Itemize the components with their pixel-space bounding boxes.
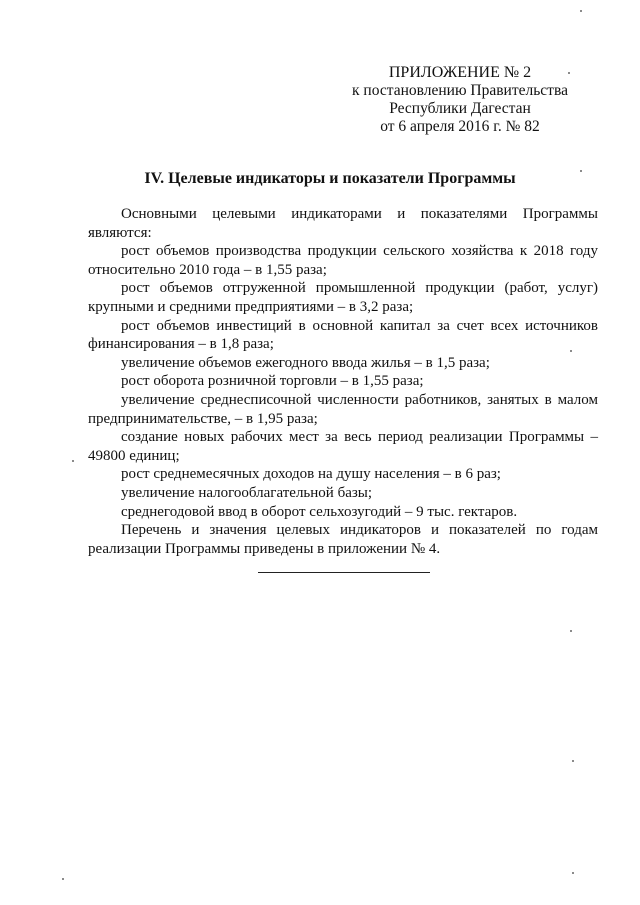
scan-speck xyxy=(570,630,572,632)
paragraph-investment: рост объемов инвестиций в основной капитал за счет всех источников финансирования – в 1,8 раза; xyxy=(88,317,598,353)
paragraph-industry: рост объемов отгруженной промышленной продукции (работ, услуг) крупными и средними предприятиями – в 3,2 раза; xyxy=(88,280,598,315)
paragraph-reference: Перечень и значения целевых индикаторов и показателей по годам реализации Программы приведены в приложении № 4. xyxy=(88,522,598,557)
scan-speck xyxy=(580,170,582,172)
appendix-date-line: от 6 апреля 2016 г. № 82 xyxy=(380,118,540,135)
appendix-title: ПРИЛОЖЕНИЕ № 2 xyxy=(388,64,532,81)
appendix-republic-line: Республики Дагестан xyxy=(389,100,531,117)
scan-speck xyxy=(568,72,570,74)
scan-speck xyxy=(570,350,572,352)
paragraph-housing: увеличение объемов ежегодного ввода жилья – в 1,5 раза; xyxy=(121,354,490,371)
scan-speck xyxy=(572,760,574,762)
scan-speck xyxy=(62,878,64,880)
paragraph-income: рост среднемесячных доходов на душу населения – в 6 раз; xyxy=(121,466,501,483)
appendix-decree-line: к постановлению Правительства xyxy=(352,82,568,99)
scan-speck xyxy=(572,872,574,874)
paragraph-intro: Основными целевыми индикаторами и показателями Программы являются: xyxy=(88,206,598,241)
paragraph-farmland: среднегодовой ввод в оборот сельхозугодий – 9 тыс. гектаров. xyxy=(121,503,518,520)
paragraph-retail: рост оборота розничной торговли – в 1,55 раза; xyxy=(121,373,424,390)
scan-speck xyxy=(72,460,74,462)
paragraph-agriculture: рост объемов производства продукции сельского хозяйства к 2018 году относительно 2010 года – в 1,55 раза; xyxy=(88,243,598,278)
scan-speck xyxy=(580,10,582,12)
section-title: IV. Целевые индикаторы и показатели Программы xyxy=(144,170,516,187)
document-body xyxy=(88,205,598,558)
paragraph-tax-base: увеличение налогооблагательной базы; xyxy=(121,484,373,501)
paragraph-jobs: создание новых рабочих мест за весь период реализации Программы – 49800 единиц; xyxy=(88,429,598,464)
paragraph-small-business: увеличение среднесписочной численности работников, занятых в малом предпринимательстве, – в 1,95 раза; xyxy=(88,391,598,427)
end-divider-line xyxy=(258,572,430,573)
